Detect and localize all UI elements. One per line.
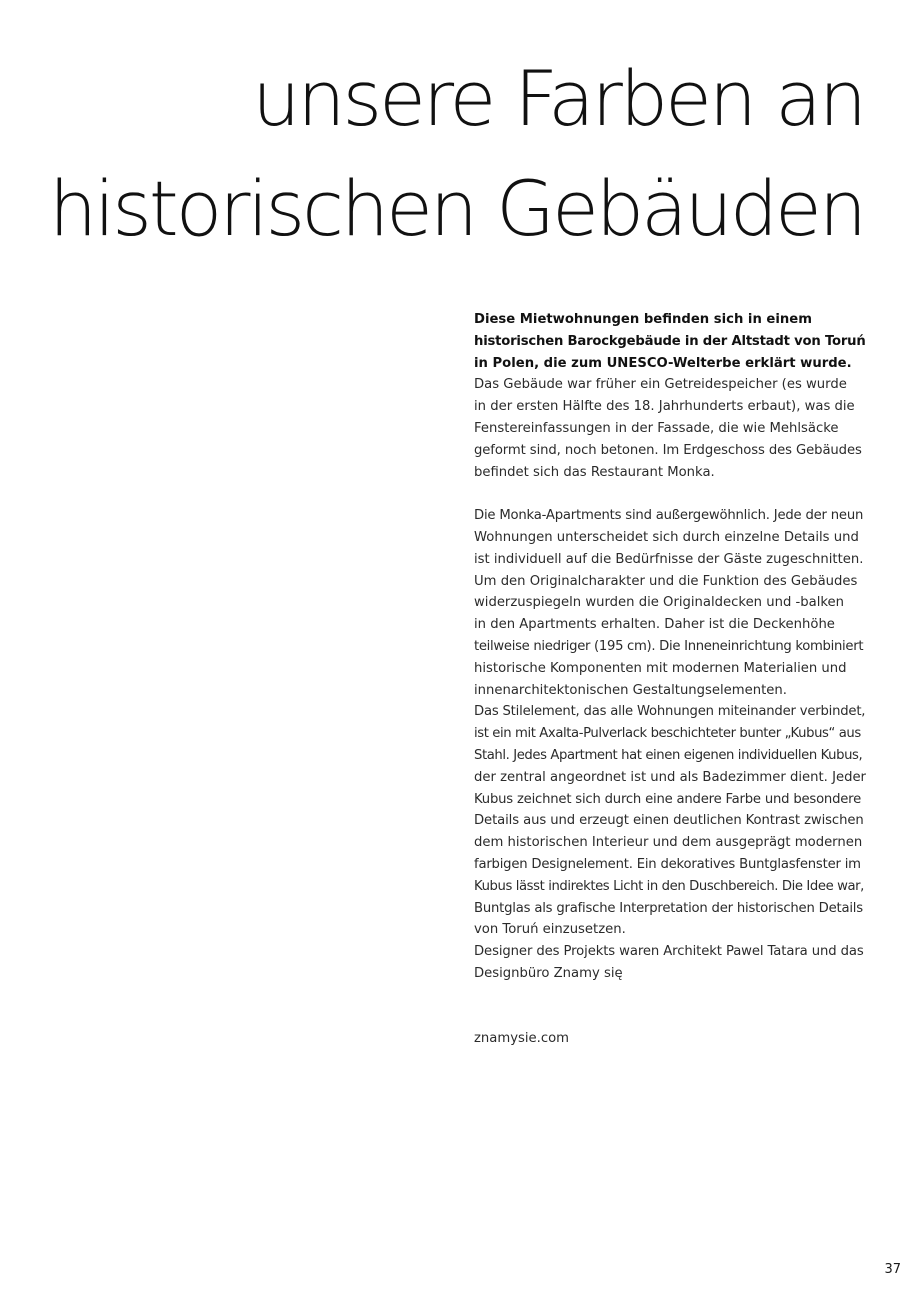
text-line: Die Monka-Apartments sind außergewöhnlich. Jede der neun <box>474 508 864 524</box>
text-line: von Toruń einzusetzen. <box>474 922 626 938</box>
paragraph-history <box>474 374 866 483</box>
text-line: in der ersten Hälfte des 18. Jahrhunderts erbaut), was die <box>474 399 855 415</box>
text-line: in den Apartments erhalten. Daher ist die Deckenhöhe <box>474 617 835 633</box>
website-link[interactable]: znamysie.com <box>474 1031 570 1047</box>
text-line: Wohnungen unterscheidet sich durch einzelne Details und <box>474 529 859 545</box>
text-line: teilweise niedriger (195 cm). Die Inneneinrichtung kombiniert <box>474 638 864 654</box>
lead-line: historischen Barockgebäude in der Altstadt von Toruń <box>474 333 866 349</box>
text-line: der zentral angeordnet ist und als Badezimmer dient. Jeder <box>474 769 866 785</box>
text-line: geformt sind, noch betonen. Im Erdgeschoss des Gebäudes <box>474 442 862 458</box>
lead-line: in Polen, die zum UNESCO-Welterbe erklärt wurde. <box>474 355 852 371</box>
text-line: Um den Originalcharakter und die Funktion des Gebäudes <box>474 573 858 589</box>
text-line: historische Komponenten mit modernen Materialien und <box>474 660 847 676</box>
lead-paragraph <box>474 309 866 374</box>
text-line: Details aus und erzeugt einen deutlichen Kontrast zwischen <box>474 813 864 829</box>
paragraph-spacer <box>474 985 866 1029</box>
text-line: Designer des Projekts waren Architekt Pawel Tatara und das <box>474 944 864 960</box>
text-line: Das Gebäude war früher ein Getreidespeicher (es wurde <box>474 377 847 393</box>
text-line: dem historischen Interieur und dem ausgeprägt modernen <box>474 835 863 851</box>
text-line: Buntglas als grafische Interpretation der historischen Details <box>474 900 863 916</box>
text-line: Fenstereinfassungen in der Fassade, die wie Mehlsäcke <box>474 420 839 436</box>
text-line: ist individuell auf die Bedürfnisse der Gäste zugeschnitten. <box>474 551 864 567</box>
text-line: Stahl. Jedes Apartment hat einen eigenen individuellen Kubus, <box>474 747 863 763</box>
text-line: ist ein mit Axalta-Pulverlack beschichteter bunter „Kubus“ aus <box>474 726 861 742</box>
page-headline <box>49 44 864 264</box>
text-line: widerzuspiegeln wurden die Originaldecken und -balken <box>474 595 845 611</box>
headline-line-2: historischen Gebäuden <box>49 164 864 253</box>
text-line: innenarchitektonischen Gestaltungselementen. <box>474 682 787 698</box>
text-line: befindet sich das Restaurant Monka. <box>474 464 715 480</box>
lead-line: Diese Mietwohnungen befinden sich in einem <box>474 312 812 327</box>
text-line: Kubus zeichnet sich durch eine andere Farbe und besondere <box>474 791 862 807</box>
paragraph-apartments <box>474 505 866 985</box>
page-number: 37 <box>884 1262 901 1277</box>
text-line: Das Stilelement, das alle Wohnungen miteinander verbindet, <box>474 704 866 720</box>
headline-line-1: unsere Farben an <box>252 54 864 143</box>
text-line: Designbüro Znamy się <box>474 965 623 981</box>
text-line: Kubus lässt indirektes Licht in den Duschbereich. Die Idee war, <box>474 878 864 894</box>
text-line: farbigen Designelement. Ein dekoratives Buntglasfenster im <box>474 856 861 872</box>
article-body <box>474 309 866 1050</box>
paragraph-spacer <box>474 483 866 505</box>
